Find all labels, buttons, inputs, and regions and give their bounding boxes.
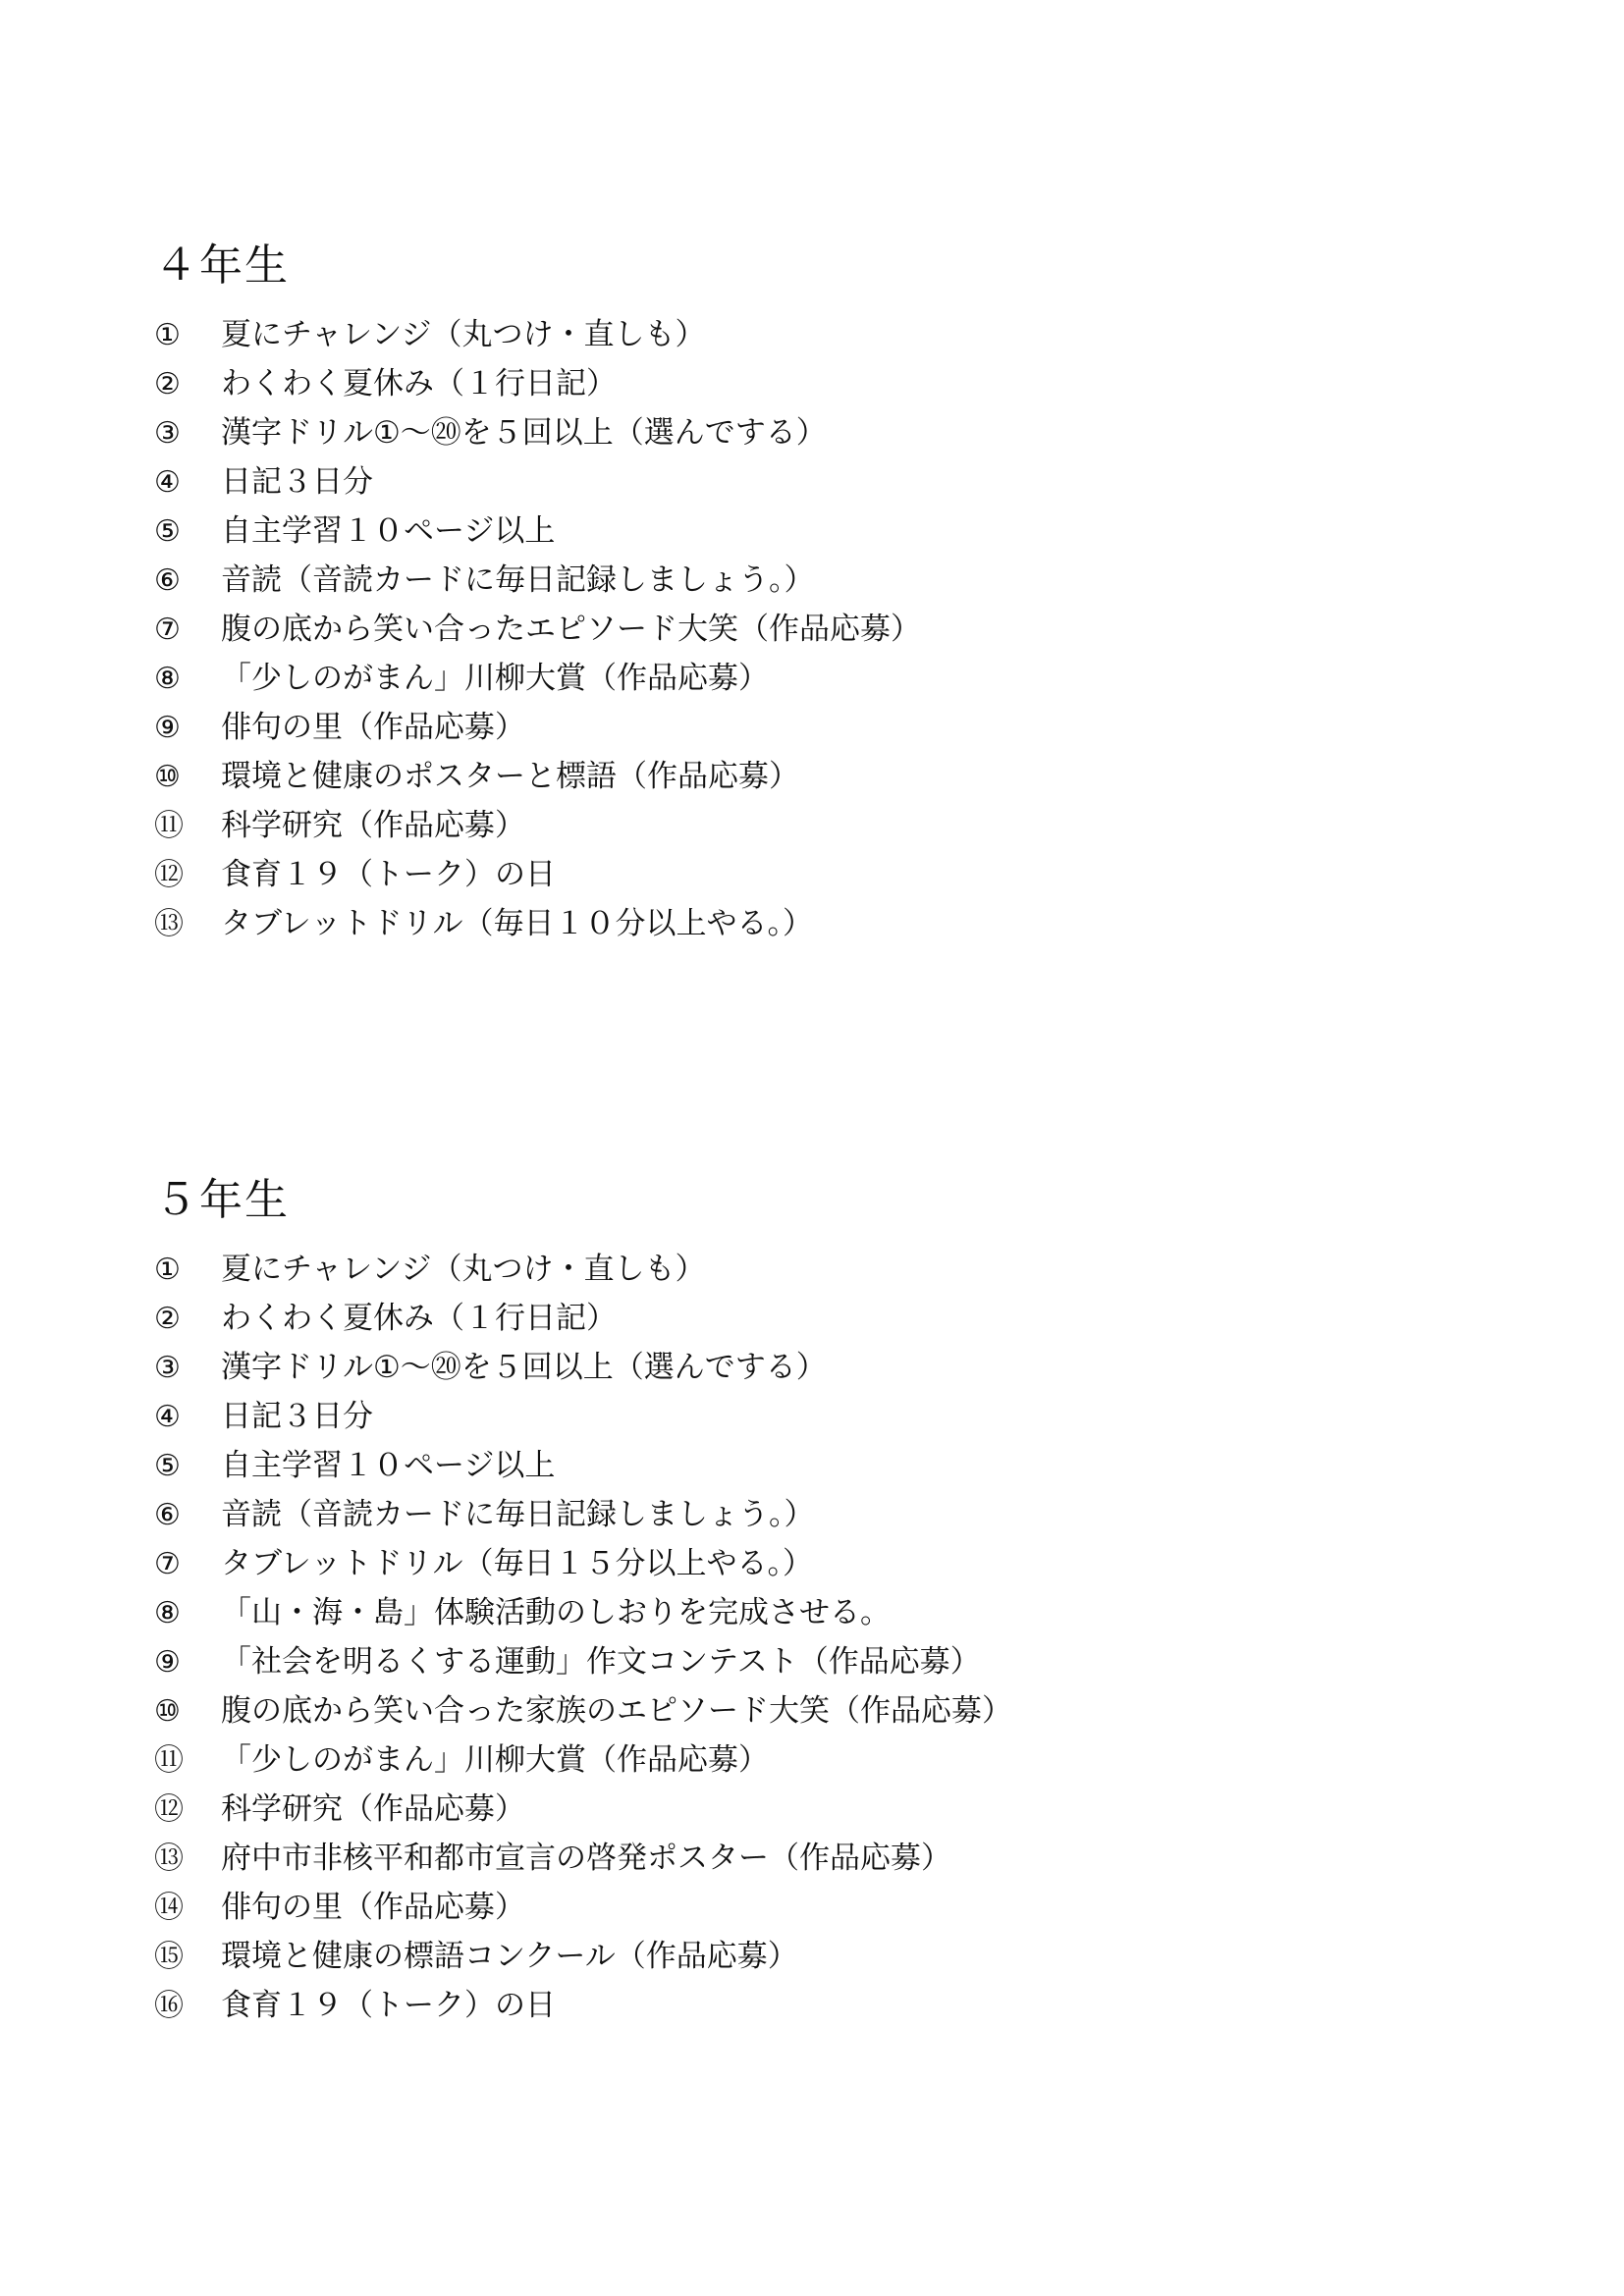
item-number: ⑥	[154, 563, 181, 598]
list-item	[154, 654, 1431, 703]
item-text: 環境と健康のポスターと標語（作品応募）	[221, 759, 799, 794]
list-item	[154, 1294, 1431, 1343]
item-list	[154, 310, 1431, 948]
list-item	[154, 752, 1431, 801]
list-item	[154, 1588, 1431, 1637]
item-number: ⑩	[154, 760, 181, 794]
list-item	[154, 801, 1431, 850]
item-number: ⑨	[154, 711, 181, 745]
list-item	[154, 1441, 1431, 1490]
grade-5-section	[154, 1168, 1431, 2030]
list-item	[154, 1735, 1431, 1785]
section-title: ４年生	[154, 240, 290, 291]
list-item	[154, 1637, 1431, 1686]
item-number: ①	[154, 1253, 181, 1287]
item-text: 音読（音読カードに毎日記録しましょう。）	[221, 562, 815, 598]
list-item	[154, 899, 1431, 948]
item-text: 音読（音読カードに毎日記録しましょう。）	[221, 1497, 815, 1532]
item-text: 夏にチャレンジ（丸つけ・直しも）	[221, 317, 706, 352]
list-item	[154, 408, 1431, 457]
item-text: 夏にチャレンジ（丸つけ・直しも）	[221, 1252, 706, 1287]
item-text: 漢字ドリル①～⑳を５回以上（選んでする）	[221, 1350, 827, 1385]
item-number: ⑤	[154, 1449, 181, 1483]
item-number: ⑯	[154, 1989, 184, 2023]
item-number: ④	[154, 465, 181, 500]
item-number: ⑧	[154, 1596, 181, 1630]
item-text: 府中市非核平和都市宣言の啓発ポスター（作品応募）	[221, 1841, 951, 1876]
item-text: 日記３日分	[221, 1399, 373, 1434]
item-text: 科学研究（作品応募）	[221, 808, 525, 843]
section-title: ５年生	[154, 1175, 290, 1225]
item-number: ②	[154, 367, 181, 401]
item-number: ⑪	[154, 1743, 184, 1778]
list-item	[154, 556, 1431, 605]
list-item	[154, 1245, 1431, 1294]
list-item	[154, 703, 1431, 752]
list-item	[154, 850, 1431, 899]
item-text: 「社会を明るくする運動」作文コンテスト（作品応募）	[221, 1644, 981, 1680]
list-item	[154, 1981, 1431, 2030]
item-text: わくわく夏休み（１行日記）	[221, 1301, 617, 1336]
item-number: ⑦	[154, 1547, 181, 1581]
item-number: ⑮	[154, 1940, 184, 1974]
item-text: 「山・海・島」体験活動のしおりを完成させる。	[221, 1595, 891, 1630]
item-text: 「少しのがまん」川柳大賞（作品応募）	[221, 661, 769, 696]
item-number: ⑬	[154, 1842, 184, 1876]
item-text: 漢字ドリル①～⑳を５回以上（選んでする）	[221, 415, 827, 451]
item-number: ⑨	[154, 1645, 181, 1680]
item-number: ⑥	[154, 1498, 181, 1532]
item-number: ⑫	[154, 858, 184, 892]
list-item	[154, 1932, 1431, 1981]
item-number: ⑪	[154, 809, 184, 843]
item-text: 自主学習１０ページ以上	[221, 513, 556, 549]
item-number: ⑧	[154, 662, 181, 696]
list-item	[154, 1785, 1431, 1834]
item-text: タブレットドリル（毎日１５分以上やる。）	[221, 1546, 813, 1581]
item-text: 腹の底から笑い合ったエピソード大笑（作品応募）	[221, 612, 921, 647]
grade-4-section	[154, 234, 1431, 948]
list-item	[154, 1490, 1431, 1539]
item-number: ③	[154, 1351, 181, 1385]
list-item	[154, 1392, 1431, 1441]
item-text: 日記３日分	[221, 464, 373, 500]
item-list	[154, 1245, 1431, 2030]
list-item	[154, 605, 1431, 654]
item-number: ⑦	[154, 613, 181, 647]
item-text: 食育１９（トーク）の日	[221, 1988, 556, 2023]
list-item	[154, 359, 1431, 408]
item-text: 科学研究（作品応募）	[221, 1791, 525, 1827]
item-text: タブレットドリル（毎日１０分以上やる。）	[221, 906, 813, 941]
item-number: ④	[154, 1400, 181, 1434]
item-number: ⑭	[154, 1891, 184, 1925]
list-item	[154, 1539, 1431, 1588]
item-number: ⑤	[154, 514, 181, 549]
list-item	[154, 1343, 1431, 1392]
list-item	[154, 1883, 1431, 1932]
item-text: 俳句の里（作品応募）	[221, 1890, 525, 1925]
list-item	[154, 310, 1431, 359]
item-number: ⑫	[154, 1792, 184, 1827]
list-item	[154, 457, 1431, 507]
list-item	[154, 1686, 1431, 1735]
item-text: 腹の底から笑い合った家族のエピソード大笑（作品応募）	[221, 1693, 1012, 1729]
item-text: わくわく夏休み（１行日記）	[221, 366, 617, 401]
item-number: ①	[154, 318, 181, 352]
item-text: 俳句の里（作品応募）	[221, 710, 525, 745]
item-number: ③	[154, 416, 181, 451]
item-text: 「少しのがまん」川柳大賞（作品応募）	[221, 1742, 769, 1778]
item-text: 環境と健康の標語コンクール（作品応募）	[221, 1939, 798, 1974]
item-text: 自主学習１０ページ以上	[221, 1448, 556, 1483]
item-number: ⑩	[154, 1694, 181, 1729]
list-item	[154, 507, 1431, 556]
item-text: 食育１９（トーク）の日	[221, 857, 556, 892]
item-number: ⑬	[154, 907, 184, 941]
item-number: ②	[154, 1302, 181, 1336]
list-item	[154, 1834, 1431, 1883]
